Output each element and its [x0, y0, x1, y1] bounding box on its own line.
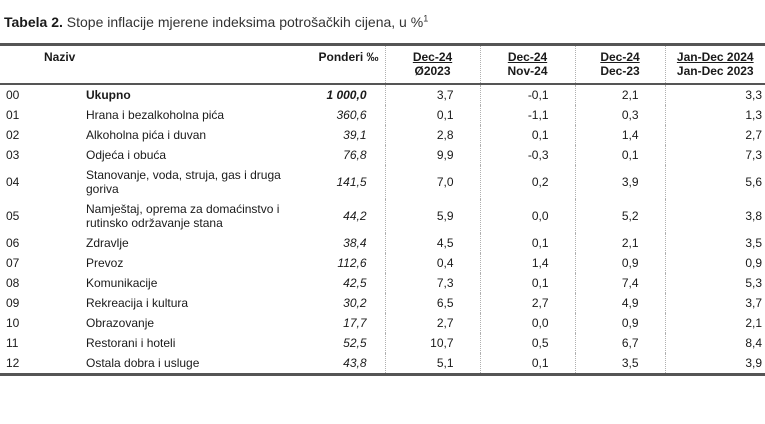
row-value-dec24-avg2023: 2,7: [385, 313, 480, 333]
row-code: 04: [6, 175, 20, 189]
row-weight: 1 000,0: [326, 88, 367, 102]
row-code: 12: [6, 356, 20, 370]
row-value-dec24-avg2023: 7,0: [385, 165, 480, 199]
header-period-1-bottom: Ø2023: [414, 64, 451, 78]
header-period-1: [385, 45, 480, 85]
row-code: 10: [6, 316, 20, 330]
row-weight: 39,1: [343, 128, 367, 142]
table-row: [0, 199, 765, 233]
table-row: [0, 105, 765, 125]
row-value-year-on-year: 2,1: [665, 313, 765, 333]
row-value-dec24-nov24: 0,1: [480, 353, 575, 375]
table-row: [0, 293, 765, 313]
table-row: [0, 313, 765, 333]
header-period-3-top: Dec-24: [600, 50, 640, 64]
footnote-mark: 1: [423, 13, 429, 24]
row-value-year-on-year: 5,6: [665, 165, 765, 199]
table-row-total: [0, 84, 765, 105]
table-row: [0, 253, 765, 273]
table-row: [0, 145, 765, 165]
row-value-year-on-year: 0,9: [665, 253, 765, 273]
row-name: Obrazovanje: [86, 316, 155, 330]
row-weight: 30,2: [343, 296, 367, 310]
header-period-3: [575, 45, 665, 85]
row-name: Alkoholna pića i duvan: [86, 128, 207, 142]
row-value-dec24-dec23: 0,3: [575, 105, 665, 125]
header-weight: Ponderi ‰: [318, 50, 379, 64]
row-value-dec24-avg2023: 5,1: [385, 353, 480, 375]
header-name: Naziv: [44, 50, 76, 64]
header-period-1-top: Dec-24: [412, 50, 453, 64]
row-name: [40, 165, 293, 199]
header-period-3-bottom: Dec-23: [600, 64, 640, 78]
row-value-year-on-year: 3,9: [665, 353, 765, 375]
row-code: 05: [6, 209, 20, 223]
row-name-line-1: Namještaj, oprema za domaćinstvo i: [86, 202, 280, 216]
row-code: 01: [6, 108, 20, 122]
row-name: [40, 199, 293, 233]
row-value-dec24-nov24: -0,1: [480, 84, 575, 105]
row-value-dec24-avg2023: 7,3: [385, 273, 480, 293]
row-name: Prevoz: [86, 256, 124, 270]
row-value-year-on-year: 3,5: [665, 233, 765, 253]
row-code: 02: [6, 128, 20, 142]
row-weight: 17,7: [343, 316, 367, 330]
row-value-dec24-dec23: 1,4: [575, 125, 665, 145]
row-value-dec24-avg2023: 0,4: [385, 253, 480, 273]
row-value-year-on-year: 5,3: [665, 273, 765, 293]
header-code: [0, 45, 40, 85]
row-value-year-on-year: 3,8: [665, 199, 765, 233]
row-weight: 43,8: [343, 356, 367, 370]
row-value-dec24-dec23: 5,2: [575, 199, 665, 233]
inflation-table: [0, 43, 765, 376]
header-period-4-bottom: Jan-Dec 2023: [676, 64, 754, 78]
inflation-table-wrapper: [0, 43, 765, 376]
row-value-dec24-dec23: 0,9: [575, 253, 665, 273]
row-weight: 52,5: [343, 336, 367, 350]
row-value-dec24-nov24: 0,1: [480, 233, 575, 253]
table-row: [0, 233, 765, 253]
row-weight: 112,6: [337, 256, 367, 270]
row-value-dec24-avg2023: 10,7: [385, 333, 480, 353]
row-name: Ukupno: [86, 88, 131, 102]
row-value-dec24-dec23: 3,5: [575, 353, 665, 375]
row-value-dec24-dec23: 0,9: [575, 313, 665, 333]
row-weight: 141,5: [336, 175, 367, 189]
row-value-dec24-avg2023: 4,5: [385, 233, 480, 253]
row-value-dec24-dec23: 6,7: [575, 333, 665, 353]
header-period-4-top: Jan-Dec 2024: [676, 50, 754, 64]
row-value-dec24-nov24: 2,7: [480, 293, 575, 313]
row-name: Ostala dobra i usluge: [86, 356, 200, 370]
row-value-dec24-nov24: 0,1: [480, 125, 575, 145]
row-weight: 38,4: [343, 236, 367, 250]
row-code: 11: [6, 336, 19, 350]
table-row: [0, 273, 765, 293]
row-code: 00: [6, 88, 20, 102]
table-row: [0, 165, 765, 199]
row-name-line-2: goriva: [86, 182, 119, 196]
row-value-dec24-avg2023: 3,7: [385, 84, 480, 105]
header-period-4: [665, 45, 765, 85]
row-weight: 76,8: [343, 148, 367, 162]
row-value-dec24-dec23: 2,1: [575, 84, 665, 105]
table-row: [0, 125, 765, 145]
row-weight: 44,2: [343, 209, 367, 223]
row-value-dec24-avg2023: 0,1: [385, 105, 480, 125]
row-name-line-1: Stanovanje, voda, struja, gas i druga: [86, 168, 281, 182]
row-weight: 42,5: [343, 276, 367, 290]
row-value-year-on-year: 3,7: [665, 293, 765, 313]
header-period-2: [480, 45, 575, 85]
row-value-dec24-avg2023: 2,8: [385, 125, 480, 145]
row-name: Odjeća i obuća: [86, 148, 167, 162]
row-value-dec24-nov24: 0,0: [480, 199, 575, 233]
row-code: 08: [6, 276, 20, 290]
row-name: Zdravlje: [86, 236, 129, 250]
row-value-dec24-avg2023: 9,9: [385, 145, 480, 165]
row-value-year-on-year: 1,3: [665, 105, 765, 125]
table-caption: [4, 14, 428, 30]
row-value-dec24-nov24: -1,1: [480, 105, 575, 125]
row-value-dec24-nov24: 0,5: [480, 333, 575, 353]
row-value-dec24-nov24: 0,1: [480, 273, 575, 293]
row-value-dec24-dec23: 2,1: [575, 233, 665, 253]
row-value-dec24-nov24: -0,3: [480, 145, 575, 165]
row-value-year-on-year: 2,7: [665, 125, 765, 145]
header-period-2-bottom: Nov-24: [507, 64, 548, 78]
table-row: [0, 333, 765, 353]
table-header-row: [0, 45, 765, 85]
row-name: Hrana i bezalkoholna pića: [86, 108, 225, 122]
row-value-dec24-avg2023: 5,9: [385, 199, 480, 233]
row-value-year-on-year: 7,3: [665, 145, 765, 165]
row-value-dec24-dec23: 7,4: [575, 273, 665, 293]
row-value-year-on-year: 8,4: [665, 333, 765, 353]
row-code: 06: [6, 236, 20, 250]
row-value-dec24-nov24: 0,2: [480, 165, 575, 199]
header-period-2-top: Dec-24: [507, 50, 548, 64]
row-value-dec24-avg2023: 6,5: [385, 293, 480, 313]
row-code: 07: [6, 256, 20, 270]
row-value-dec24-nov24: 1,4: [480, 253, 575, 273]
row-value-year-on-year: 3,3: [665, 84, 765, 105]
row-value-dec24-nov24: 0,0: [480, 313, 575, 333]
row-name: Restorani i hoteli: [86, 336, 176, 350]
table-caption-text: Stope inflacije mjerene indeksima potrošačkih cijena, u %: [62, 14, 424, 30]
row-name: Rekreacija i kultura: [86, 296, 189, 310]
row-value-dec24-dec23: 3,9: [575, 165, 665, 199]
row-value-dec24-dec23: 4,9: [575, 293, 665, 313]
table-caption-label: Tabela 2.: [4, 14, 63, 30]
row-value-dec24-dec23: 0,1: [575, 145, 665, 165]
row-weight: 360,6: [336, 108, 367, 122]
row-name-line-2: rutinsko održavanje stana: [86, 216, 223, 230]
row-name: Komunikacije: [86, 276, 158, 290]
row-code: 09: [6, 296, 20, 310]
row-code: 03: [6, 148, 20, 162]
table-row: [0, 353, 765, 375]
